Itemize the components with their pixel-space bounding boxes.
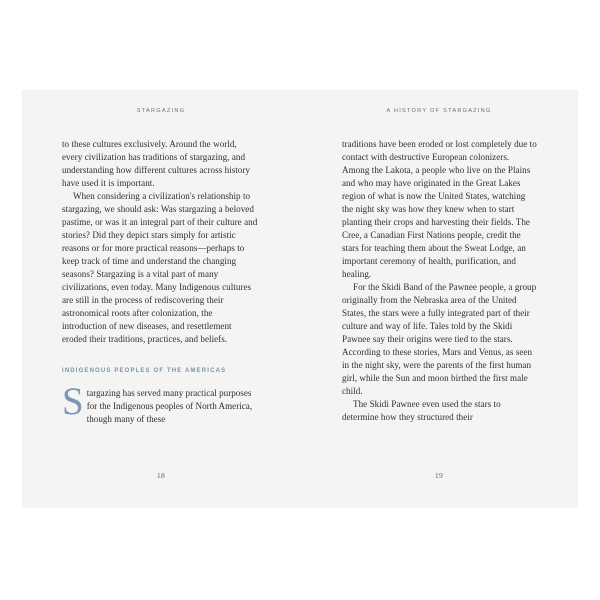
paragraph: When considering a civilization's relationship to stargazing, we should ask: Was stargazing a beloved pastime, or was it an integral part of their culture and stories? Did they depict stars simply for artistic reasons or for more practical reasons—perhaps to keep track of time and understand the changing seasons? Stargazing is a vital part of many civilizations, even today. Many Indigenous cultures are still in the process of rediscovering their astronomical roots after colonization, the introduction of new diseases, and resettlement eroded their traditions, practices, and beliefs. — [62, 191, 258, 344]
dropcap-paragraph-text: targazing has served many practical purposes for the Indigenous peoples of North America, though many of these — [86, 388, 253, 424]
book-spread — [22, 90, 578, 508]
left-page-text-column — [62, 138, 258, 468]
left-page — [22, 90, 300, 508]
page-number-left: 18 — [156, 471, 166, 480]
page-number-right: 19 — [434, 471, 444, 480]
drop-cap: S — [62, 380, 84, 423]
paragraph: The Skidi Pawnee even used the stars to determine how they structured their — [342, 399, 501, 422]
right-page — [300, 90, 578, 508]
paragraph: to these cultures exclusively. Around the world, every civilization has traditions of stargazing, and understanding how different cultures across history have used it is important. — [62, 139, 250, 188]
running-head-left: STARGAZING — [136, 108, 186, 114]
dropcap-paragraph — [62, 380, 258, 426]
running-head-right: A HISTORY OF STARGAZING — [386, 108, 492, 114]
paragraph: traditions have been eroded or lost completely due to contact with destructive European colonizers. Among the Lakota, a people who live on the Plains and who may have originated in the Great Lakes region of what is now the United States, watching the night sky was how they knew when to start planting their crops and harvesting their fields. The Cree, a Canadian First Nations people, credit the stars for teaching them about the Sweat Lodge, an important ceremony of health, purification, and healing. — [342, 139, 537, 279]
paragraph: For the Skidi Band of the Pawnee people, a group originally from the Nebraska area of the United States, the stars were a fully integrated part of their culture and way of life. Tales told by the Skidi Pawnee say their origins were tied to the stars. According to these stories, Mars and Venus, as seen in the night sky, were the parents of the first human girl, while the Sun and moon birthed the first male child. — [342, 282, 537, 396]
section-heading: INDIGENOUS PEOPLES OF THE AMERICAS — [62, 368, 227, 374]
right-page-text-column — [342, 138, 538, 468]
